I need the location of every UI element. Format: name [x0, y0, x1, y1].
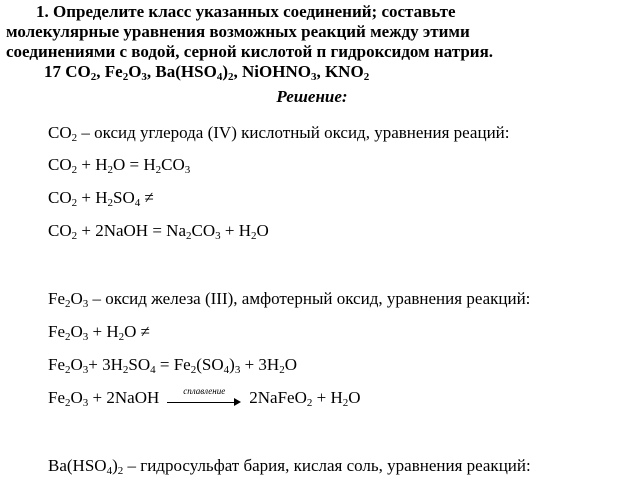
subscript: 2	[122, 71, 129, 83]
equation-line	[48, 221, 269, 241]
solution-title: Решение	[276, 87, 342, 106]
solution-heading	[0, 87, 624, 107]
equation-line	[48, 155, 190, 175]
text-run: O	[128, 62, 142, 81]
subscript: 2	[65, 364, 71, 376]
text-run: CO	[161, 155, 185, 174]
task-line-1: 1. Определите класс указанных соединений; составьте	[36, 2, 456, 21]
text-run: )	[229, 355, 235, 374]
reaction-arrow-icon	[167, 388, 241, 408]
compound-formula	[155, 62, 233, 81]
text-run: O	[70, 355, 83, 374]
subscript: 3	[310, 71, 317, 83]
text-run: Fe	[48, 388, 65, 407]
separator: ,	[316, 62, 325, 81]
text-run: SO	[113, 188, 135, 207]
text-run: 2NaFeO	[249, 388, 307, 407]
subscript: 2	[306, 397, 313, 409]
text-run: + H	[77, 188, 108, 207]
text-run: O	[70, 289, 83, 308]
task-formulas	[6, 62, 618, 82]
subscript: 2	[71, 197, 78, 209]
equation-line	[48, 289, 530, 309]
text-run: = Fe	[155, 355, 191, 374]
subscript: 3	[82, 331, 89, 343]
variant-number: 17	[44, 62, 61, 81]
text-run: O	[348, 388, 361, 407]
text-run: )	[112, 456, 118, 475]
compound-formula	[325, 62, 369, 81]
text-run: ≠	[140, 188, 154, 207]
subscript: 4	[106, 465, 113, 477]
text-run: + H	[77, 155, 108, 174]
text-run: SO	[128, 355, 151, 374]
text-run: Fe	[48, 322, 65, 341]
text-run: )	[222, 62, 228, 81]
subscript: 2	[251, 230, 257, 242]
separator: ,	[233, 62, 242, 81]
text-run: O = H	[113, 155, 156, 174]
equation-line	[48, 388, 361, 408]
text-run: + H	[220, 221, 251, 240]
text-run: + 3H	[240, 355, 280, 374]
text-run: CO	[65, 62, 91, 81]
equation-line	[48, 456, 531, 476]
text-run: O ≠	[124, 322, 151, 341]
subscript: 4	[150, 364, 156, 376]
task-line-2: молекулярные уравнения возможных реакций между этими	[6, 22, 470, 41]
text-run: (SO	[196, 355, 224, 374]
compound-formula	[65, 62, 96, 81]
text-run: + H	[312, 388, 343, 407]
text-run: + 2NaOH	[88, 388, 160, 407]
compound-formula	[242, 62, 316, 81]
text-run: O	[70, 388, 83, 407]
text-run: + 3H	[88, 355, 123, 374]
subscript: 2	[122, 364, 129, 376]
solution-colon: :	[341, 87, 348, 106]
subscript: 2	[186, 230, 192, 242]
subscript: 2	[90, 71, 97, 83]
subscript: 3	[141, 71, 147, 83]
text-run: CO	[48, 188, 72, 207]
text-run: NiOHNO	[242, 62, 311, 81]
task-line-3: соединениями с водой, серной кислотой п гидроксидом натрия.	[6, 42, 494, 61]
subscript: 3	[234, 364, 241, 376]
subscript: 2	[107, 197, 113, 209]
text-run: – гидросульфат бария, кислая соль, уравнения реакций:	[123, 456, 531, 475]
equation-line	[48, 355, 297, 375]
subscript: 3	[215, 230, 221, 242]
subscript: 2	[107, 164, 113, 176]
text-run: CO	[48, 221, 72, 240]
arrow-label: сплавление	[183, 386, 226, 396]
subscript: 3	[184, 164, 191, 176]
equation-line	[48, 123, 510, 143]
subscript: 4	[216, 71, 223, 83]
subscript: 4	[223, 364, 230, 376]
separator: ,	[96, 62, 105, 81]
text-run: Fe	[48, 289, 65, 308]
subscript: 2	[118, 331, 125, 343]
text-run: – оксид железа (III), амфотерный оксид, уравнения реакций:	[88, 289, 531, 308]
subscript: 2	[65, 331, 71, 343]
separator: ,	[146, 62, 156, 81]
subscript: 3	[82, 397, 89, 409]
subscript: 4	[134, 197, 141, 209]
text-run: Ba(HSO	[48, 456, 107, 475]
text-run: CO	[191, 221, 216, 240]
task-statement	[6, 2, 618, 82]
subscript: 2	[71, 132, 78, 144]
subscript: 2	[71, 230, 78, 242]
subscript: 2	[71, 164, 78, 176]
subscript: 2	[342, 397, 349, 409]
text-run: CO	[48, 123, 72, 142]
subscript: 3	[82, 364, 89, 376]
compound-formula	[105, 62, 147, 81]
text-run: KNO	[324, 62, 364, 81]
text-run: Fe	[104, 62, 123, 81]
text-run: O	[256, 221, 269, 240]
compound-list	[65, 62, 369, 81]
text-run: Fe	[48, 355, 65, 374]
subscript: 2	[65, 298, 71, 310]
text-run: O	[70, 322, 83, 341]
subscript: 2	[65, 397, 71, 409]
subscript: 3	[82, 298, 89, 310]
text-run: – оксид углерода (IV) кислотный оксид, уравнения реаций:	[77, 123, 510, 142]
text-run: Ba(HSO	[155, 62, 217, 81]
equation-line	[48, 322, 150, 342]
text-run: O	[284, 355, 297, 374]
text-run: CO	[48, 155, 72, 174]
subscript: 2	[155, 164, 162, 176]
subscript: 2	[279, 364, 285, 376]
text-run: + H	[88, 322, 119, 341]
equation-line	[48, 188, 154, 208]
text-run: + 2NaOH = Na	[77, 221, 186, 240]
subscript: 2	[117, 465, 124, 477]
subscript: 2	[228, 71, 234, 83]
subscript: 2	[190, 364, 197, 376]
subscript: 2	[363, 71, 370, 83]
